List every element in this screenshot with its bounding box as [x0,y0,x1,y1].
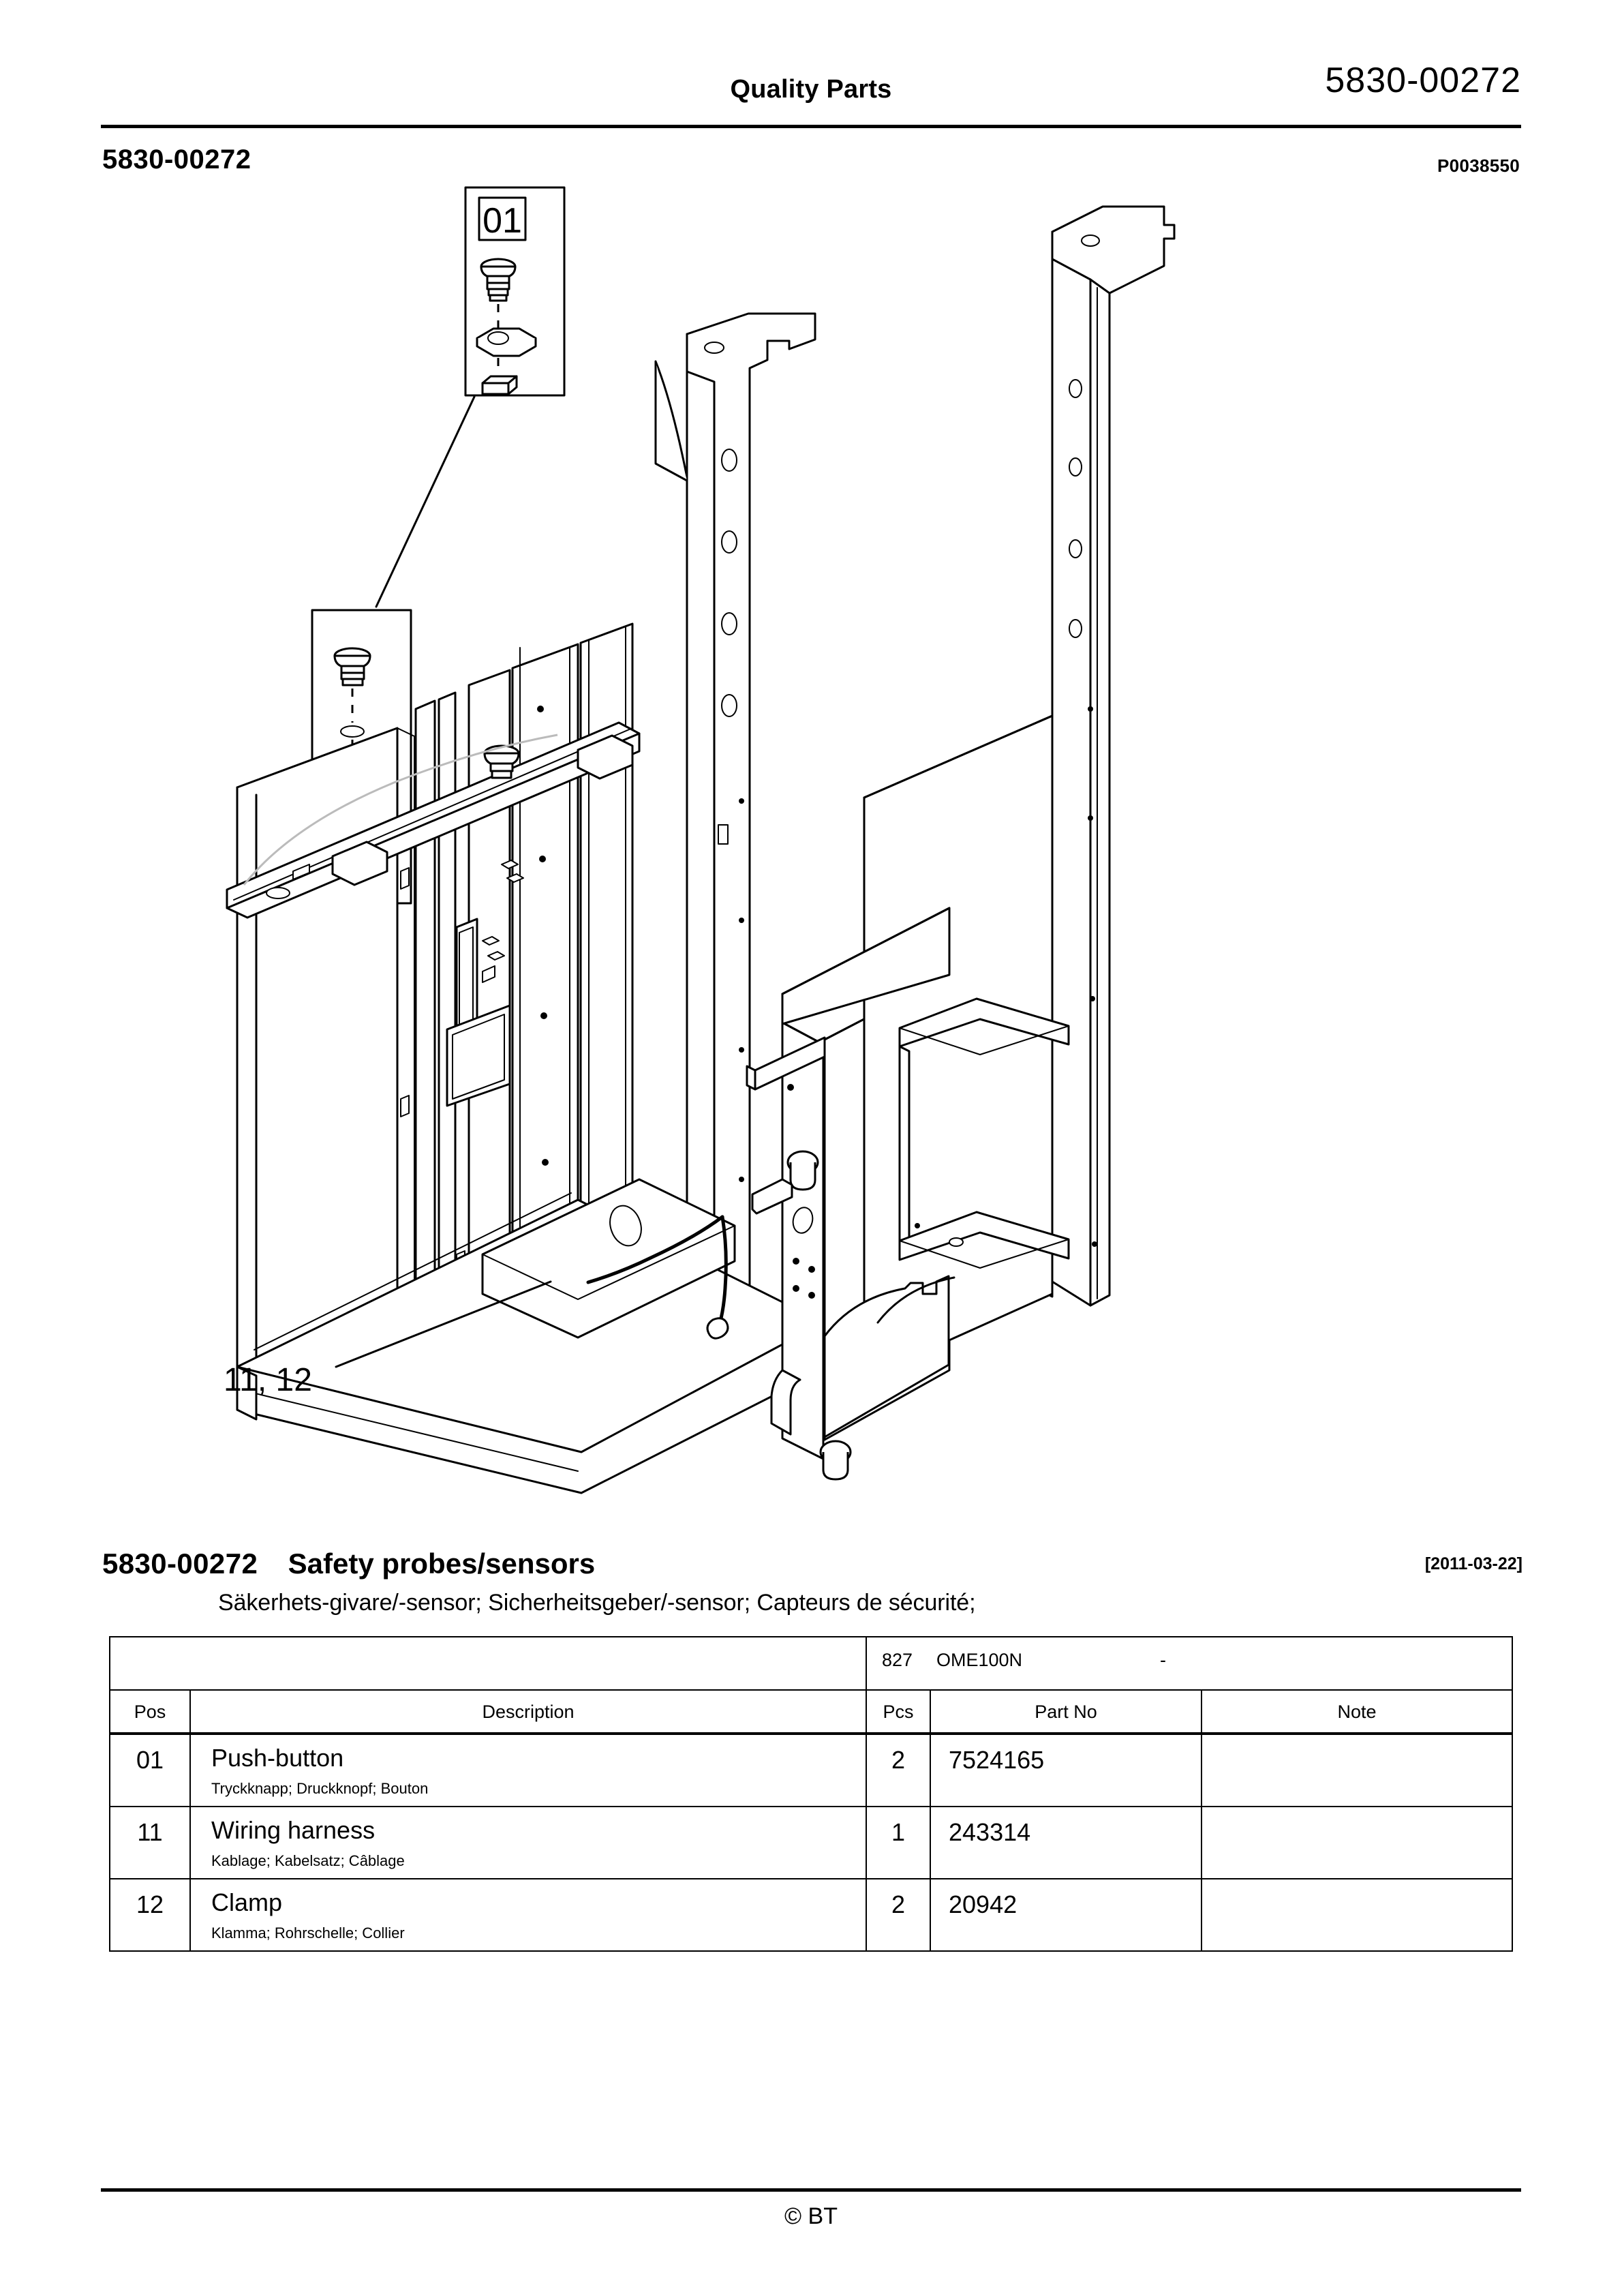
cell-description [190,1807,866,1879]
header-part-code: 5830-00272 [1325,61,1521,100]
description-translations: Kablage; Kabelsatz; Câblage [211,1852,405,1869]
page-header [101,61,1521,123]
model-name: OME100N [936,1650,1023,1670]
table-row[interactable] [110,1734,1512,1807]
section-subtitle-multilingual: Säkerhets-givare/-sensor; Sicherheitsgeber/-sensor; Capteurs de sécurité; [218,1590,976,1616]
cell-pos: 11 [110,1807,190,1879]
col-header-note: Note [1202,1690,1512,1734]
table-row[interactable] [110,1807,1512,1879]
parts-table [109,1636,1513,1952]
cell-part-no: 243314 [930,1807,1202,1879]
cell-note [1202,1879,1512,1951]
description-translations: Tryckknapp; Druckknopf; Bouton [211,1780,429,1797]
col-header-pos: Pos [110,1690,190,1734]
description-primary: Push-button [211,1744,344,1772]
cell-note [1202,1734,1512,1807]
drawing-number: P0038550 [1437,155,1520,176]
header-title: Quality Parts [730,75,892,104]
header-divider [101,125,1521,128]
clip-part-detail [483,376,517,394]
section-code: 5830-00272 [102,1547,258,1580]
cell-pcs: 1 [866,1807,930,1879]
model-band-row [110,1637,1512,1690]
cell-pos: 01 [110,1734,190,1807]
detail-callout-box-01 [376,187,564,607]
model-band-value [866,1637,1512,1690]
model-mark: - [1160,1650,1166,1670]
parts-table-container [109,1636,1513,1952]
cell-description [190,1879,866,1951]
cell-pcs: 2 [866,1734,930,1807]
description-primary: Wiring harness [211,1816,376,1844]
callout-label-11-12: 11, 12 [224,1362,312,1398]
cell-pcs: 2 [866,1879,930,1951]
model-code: 827 [882,1650,913,1670]
nut-part-detail [477,329,536,356]
cell-part-no: 7524165 [930,1734,1202,1807]
table-header-row [110,1690,1512,1734]
section-title: Safety probes/sensors [288,1547,596,1580]
model-band-blank [110,1637,866,1690]
footer-copyright: © BT [784,2203,838,2229]
svg-text:01: 01 [483,201,522,241]
section-date: [2011-03-22] [1424,1554,1522,1573]
description-translations: Klamma; Rohrschelle; Collier [211,1924,405,1942]
col-header-pcs: Pcs [866,1690,930,1734]
subheader-code: 5830-00272 [102,145,251,175]
section-header [102,1547,1522,1580]
table-row[interactable] [110,1879,1512,1951]
cabinet-side-panel [237,693,455,1372]
col-header-part-no: Part No [930,1690,1202,1734]
footer-divider [101,2188,1521,2192]
description-primary: Clamp [211,1888,283,1916]
exploded-assembly-diagram [101,170,1521,1527]
cell-note [1202,1807,1512,1879]
cell-description [190,1734,866,1807]
col-header-description: Description [190,1690,866,1734]
cell-pos: 12 [110,1879,190,1951]
cell-part-no: 20942 [930,1879,1202,1951]
